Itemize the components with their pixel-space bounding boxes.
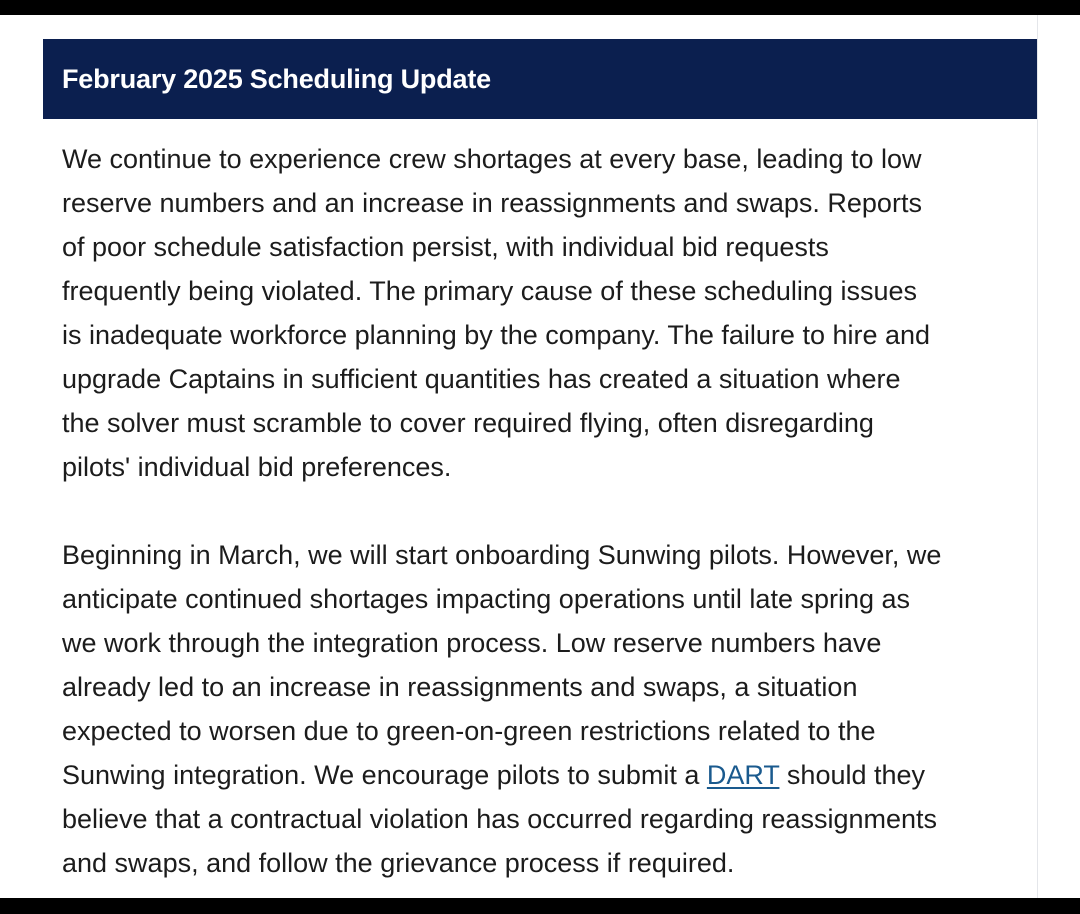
article-header (43, 39, 1037, 119)
text-line: the solver must scramble to cover required flying, often disregarding (62, 408, 874, 438)
bottom-bezel (0, 898, 1080, 914)
paragraph-crew-shortages (62, 137, 1037, 489)
article-screen (0, 15, 1080, 898)
text-line: is inadequate workforce planning by the company. The failure to hire and (62, 320, 931, 350)
text-line: Beginning in March, we will start onboarding Sunwing pilots. However, we (62, 540, 942, 570)
paragraph-sunwing-onboarding (62, 533, 1037, 885)
text-segment: should they (779, 760, 926, 790)
text-line: pilots' individual bid preferences. (62, 452, 452, 482)
text-line: and swaps, and follow the grievance process if required. (62, 848, 735, 878)
dart-link[interactable]: DART (706, 760, 780, 790)
text-line-with-link (62, 753, 1037, 797)
article-body (62, 137, 1037, 885)
text-line: frequently being violated. The primary cause of these scheduling issues (62, 276, 917, 306)
text-line: of poor schedule satisfaction persist, with individual bid requests (62, 232, 829, 262)
article-title: February 2025 Scheduling Update (62, 64, 491, 94)
text-line: reserve numbers and an increase in reassignments and swaps. Reports (62, 188, 922, 218)
paragraph-spacer (62, 489, 1037, 533)
text-line: anticipate continued shortages impacting operations until late spring as (62, 584, 911, 614)
text-line: we work through the integration process. Low reserve numbers have (62, 628, 882, 658)
text-line: We continue to experience crew shortages at every base, leading to low (62, 144, 922, 174)
text-segment: Sunwing integration. We encourage pilots to submit a (62, 760, 707, 790)
text-line: already led to an increase in reassignments and swaps, a situation (62, 672, 858, 702)
text-line: upgrade Captains in sufficient quantities has created a situation where (62, 364, 901, 394)
content-divider (1037, 15, 1038, 898)
text-line: believe that a contractual violation has occurred regarding reassignments (62, 804, 937, 834)
text-line: expected to worsen due to green-on-green restrictions related to the (62, 716, 876, 746)
